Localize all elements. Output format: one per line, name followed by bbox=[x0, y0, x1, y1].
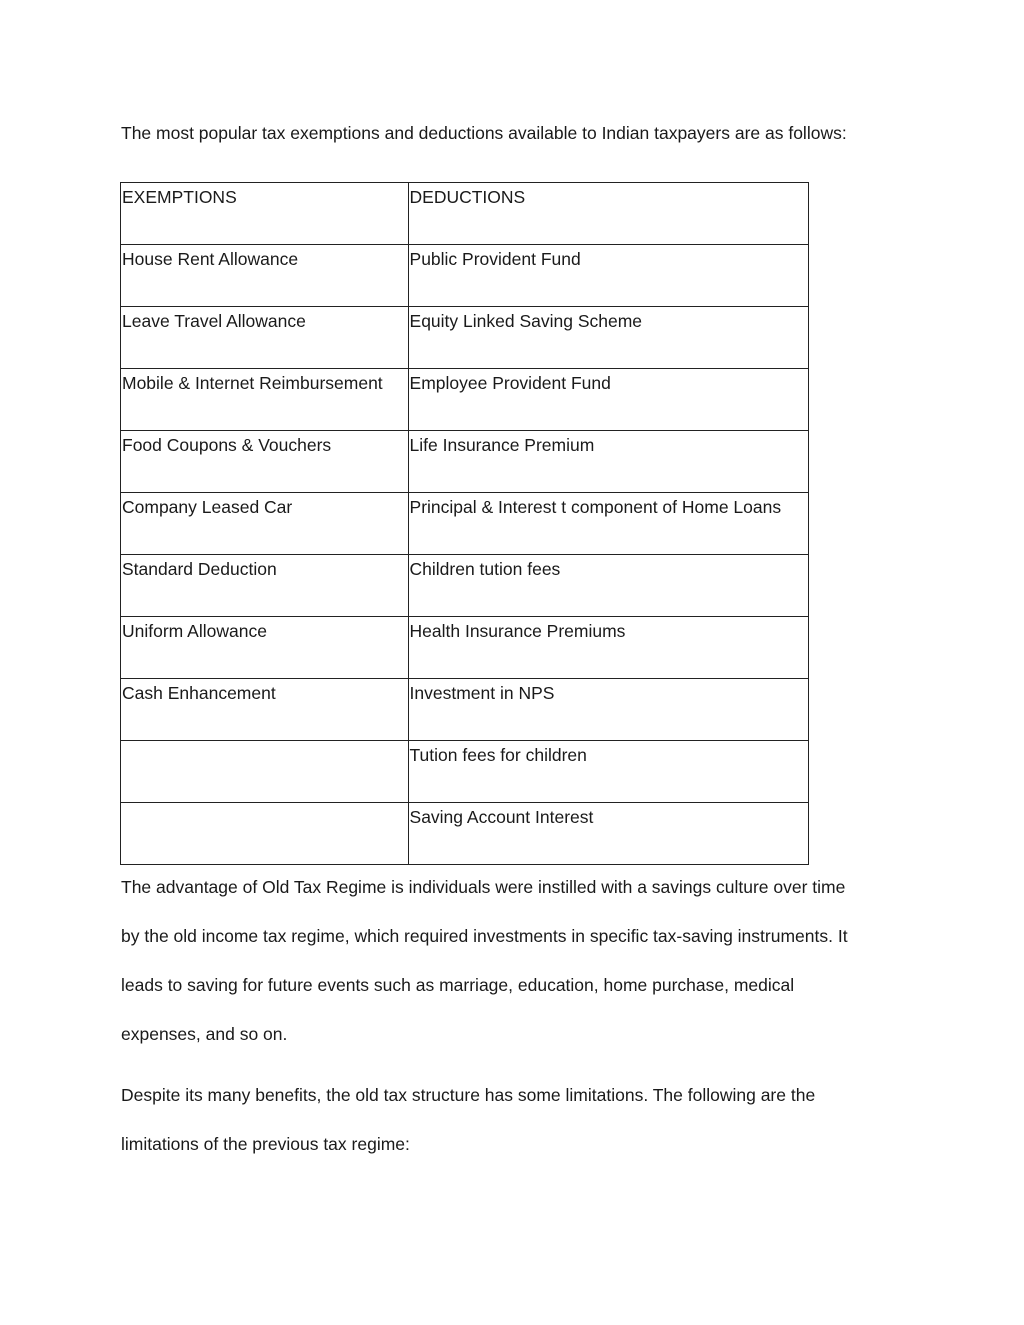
old-regime-limitations-paragraph bbox=[121, 1083, 911, 1181]
intro-text: The most popular tax exemptions and deductions available to Indian taxpayers are as follows: bbox=[121, 123, 847, 143]
exemption-cell bbox=[121, 803, 409, 865]
exemption-cell: Leave Travel Allowance bbox=[121, 307, 409, 369]
exemption-cell: House Rent Allowance bbox=[121, 245, 409, 307]
deduction-cell: Investment in NPS bbox=[408, 679, 808, 741]
table-row bbox=[121, 555, 809, 617]
deduction-cell: Equity Linked Saving Scheme bbox=[408, 307, 808, 369]
table-row bbox=[121, 617, 809, 679]
exemption-cell: Food Coupons & Vouchers bbox=[121, 431, 409, 493]
deduction-cell: Public Provident Fund bbox=[408, 245, 808, 307]
deduction-cell: Health Insurance Premiums bbox=[408, 617, 808, 679]
header-exemptions: EXEMPTIONS bbox=[121, 183, 409, 245]
exemption-cell: Mobile & Internet Reimbursement bbox=[121, 369, 409, 431]
deduction-cell: Employee Provident Fund bbox=[408, 369, 808, 431]
exemption-cell: Cash Enhancement bbox=[121, 679, 409, 741]
deduction-cell: Life Insurance Premium bbox=[408, 431, 808, 493]
table-row bbox=[121, 369, 809, 431]
table-header-row bbox=[121, 183, 809, 245]
table-row bbox=[121, 307, 809, 369]
paragraph-line: limitations of the previous tax regime: bbox=[121, 1134, 410, 1154]
header-deductions: DEDUCTIONS bbox=[408, 183, 808, 245]
table-row bbox=[121, 741, 809, 803]
table-row bbox=[121, 493, 809, 555]
table-row bbox=[121, 245, 809, 307]
paragraph-line: The advantage of Old Tax Regime is individuals were instilled with a savings culture over time bbox=[121, 877, 846, 897]
exemption-cell: Uniform Allowance bbox=[121, 617, 409, 679]
table-row bbox=[121, 679, 809, 741]
paragraph-line: Despite its many benefits, the old tax structure has some limitations. The following are the bbox=[121, 1085, 816, 1105]
table-row bbox=[121, 803, 809, 865]
exemption-cell bbox=[121, 741, 409, 803]
deduction-cell: Principal & Interest t component of Home Loans bbox=[408, 493, 808, 555]
deduction-cell: Tution fees for children bbox=[408, 741, 808, 803]
old-regime-advantage-paragraph bbox=[121, 875, 911, 1071]
table-row bbox=[121, 431, 809, 493]
deduction-cell: Saving Account Interest bbox=[408, 803, 808, 865]
paragraph-line: expenses, and so on. bbox=[121, 1024, 288, 1044]
paragraph-line: leads to saving for future events such as marriage, education, home purchase, medical bbox=[121, 975, 795, 995]
deduction-cell: Children tution fees bbox=[408, 555, 808, 617]
exemptions-deductions-table bbox=[120, 182, 809, 865]
paragraph-line: by the old income tax regime, which required investments in specific tax-saving instruments. It bbox=[121, 926, 848, 946]
exemption-cell: Company Leased Car bbox=[121, 493, 409, 555]
exemption-cell: Standard Deduction bbox=[121, 555, 409, 617]
